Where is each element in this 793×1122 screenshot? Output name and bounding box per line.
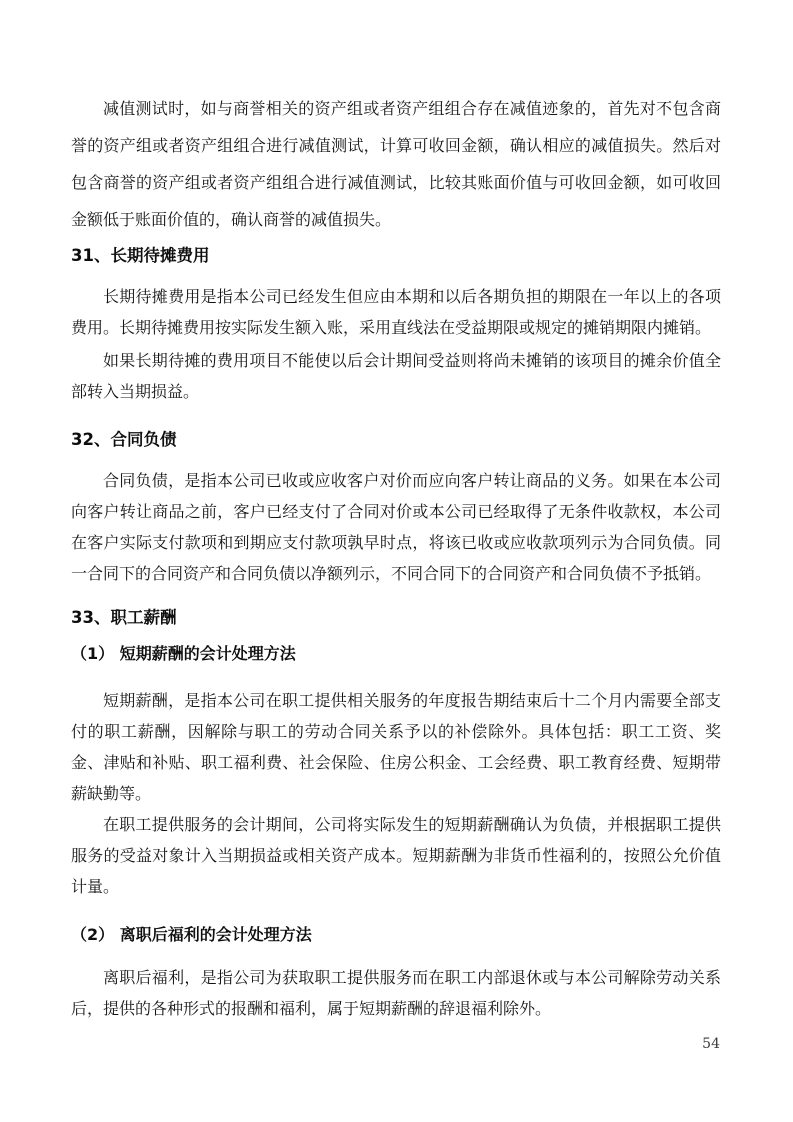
page-content bbox=[71, 0, 721, 1024]
paragraph-33-2-definition: 离职后福利，是指公司为获取职工提供服务而在职工内部退休或与本公司解除劳动关系后，提供的各种形式的报酬和福利，属于短期薪酬的辞退福利除外。 bbox=[71, 968, 721, 1018]
subheading-33-1-short-term-compensation: （1） 短期薪酬的会计处理方法 bbox=[71, 644, 296, 663]
section-heading-31-long-term-deferred-expenses: 31、长期待摊费用 bbox=[71, 246, 210, 265]
page-number: 54 bbox=[702, 1036, 720, 1052]
paragraph-31-amortization: 如果长期待摊的费用项目不能使以后会计期间受益则将尚未摊销的该项目的摊余价值全部转入当期损益。 bbox=[71, 351, 721, 401]
paragraph-32-definition: 合同负债，是指本公司已收或应收客户对价而应向客户转让商品的义务。如果在本公司向客户转让商品之前，客户已经支付了合同对价或本公司已经取得了无条件收款权，本公司在客户实际支付款项和到期应支付款项孰早时点，将该已收或应收款项列示为合同负债。同一合同下的合同资产和合同负债以净额列示，不同合同下的合同资产和合同负债不予抵销。 bbox=[71, 471, 721, 583]
section-heading-33-employee-compensation: 33、职工薪酬 bbox=[71, 608, 177, 627]
paragraph-goodwill-impairment: 减值测试时，如与商誉相关的资产组或者资产组组合存在减值迹象的，首先对不包含商誉的资产组或者资产组组合进行减值测试，计算可收回金额，确认相应的减值损失。然后对包含商誉的资产组或者资产组组合进行减值测试，比较其账面价值与可收回金额，如可收回金额低于账面价值的，确认商誉的减值损失。 bbox=[71, 99, 721, 229]
paragraph-31-definition: 长期待摊费用是指本公司已经发生但应由本期和以后各期负担的期限在一年以上的各项费用。长期待摊费用按实际发生额入账，采用直线法在受益期限或规定的摊销期限内摊销。 bbox=[71, 287, 721, 337]
subheading-33-2-post-employment-benefits: （2） 离职后福利的会计处理方法 bbox=[71, 925, 312, 944]
section-heading-32-contract-liabilities: 32、合同负债 bbox=[71, 430, 177, 449]
paragraph-33-1-definition: 短期薪酬，是指本公司在职工提供相关服务的年度报告期结束后十二个月内需要全部支付的职工薪酬，因解除与职工的劳动合同关系予以的补偿除外。具体包括：职工工资、奖金、津贴和补贴、职工福利费、社会保险、住房公积金、工会经费、职工教育经费、短期带薪缺勤等。 bbox=[71, 691, 721, 803]
paragraph-33-1-recognition: 在职工提供服务的会计期间，公司将实际发生的短期薪酬确认为负债，并根据职工提供服务的受益对象计入当期损益或相关资产成本。短期薪酬为非货币性福利的，按照公允价值计量。 bbox=[71, 815, 721, 896]
